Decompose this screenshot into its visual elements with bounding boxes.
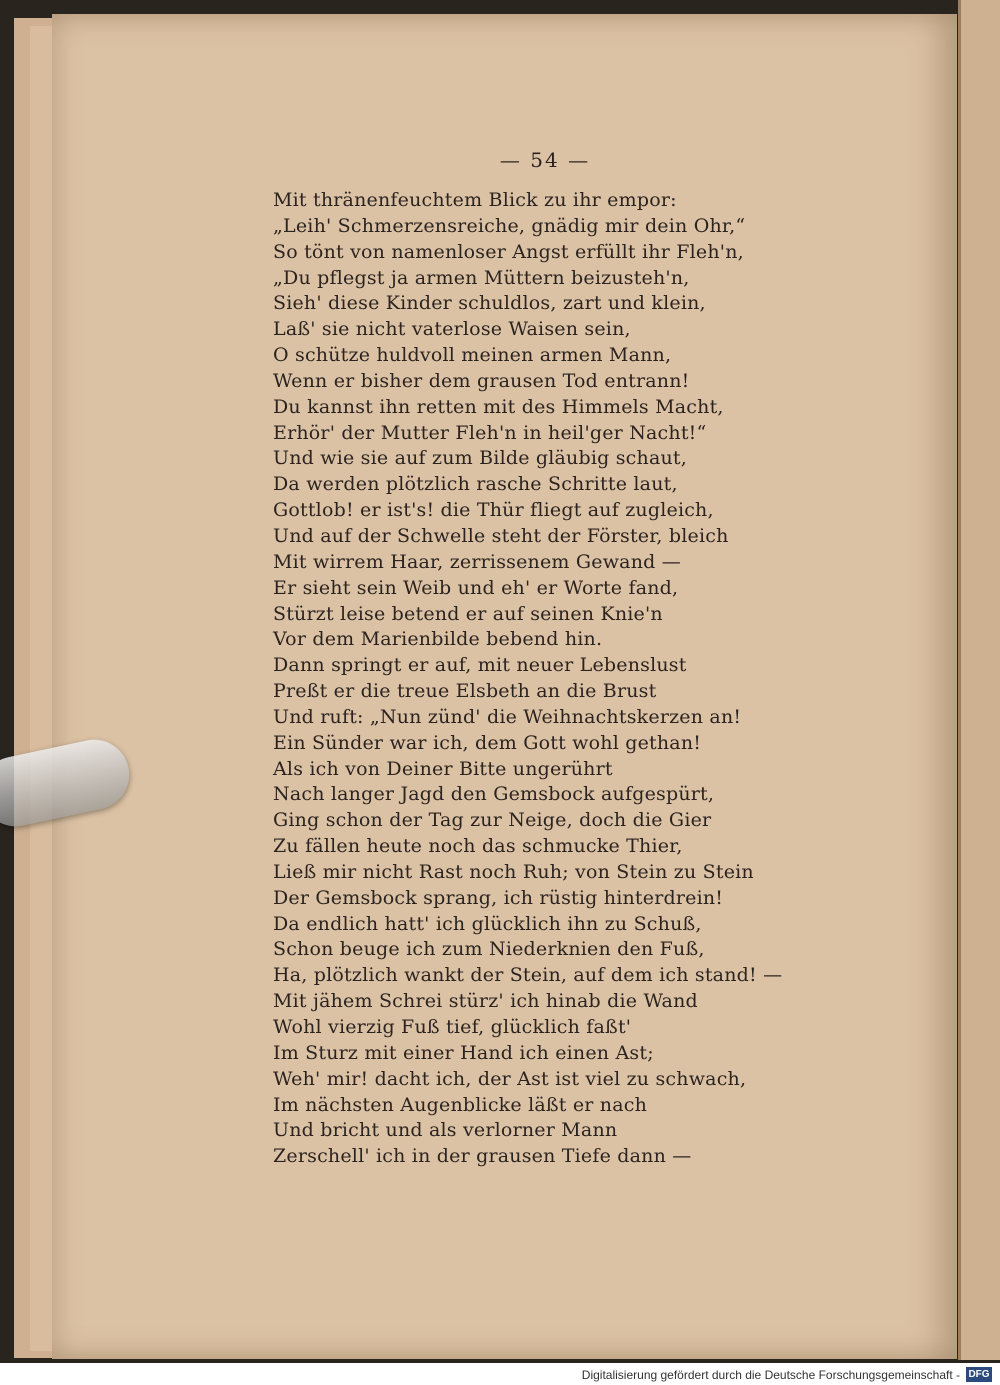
text-line: Und bricht und als verlorner Mann	[273, 1119, 618, 1142]
text-line: O schütze huldvoll meinen armen Mann,	[273, 344, 672, 367]
text-line: Als ich von Deiner Bitte ungerührt	[273, 757, 613, 780]
text-line: Im Sturz mit einer Hand ich einen Ast;	[273, 1041, 654, 1064]
facing-page-edge	[958, 0, 1000, 1360]
text-line: Dann springt er auf, mit neuer Lebenslust	[273, 654, 687, 677]
text-line: Wenn er bisher dem grausen Tod entrann!	[273, 369, 690, 392]
text-line: Gottlob! er ist's! die Thür fliegt auf zugleich,	[273, 499, 714, 522]
footer-credit: Digitalisierung gefördert durch die Deutsche Forschungsgemeinschaft -	[581, 1368, 960, 1382]
text-line: Zu fällen heute noch das schmucke Thier,	[273, 835, 683, 858]
text-line: Vor dem Marienbilde bebend hin.	[273, 628, 603, 651]
text-line: Da werden plötzlich rasche Schritte laut,	[273, 473, 678, 496]
text-line: Ließ mir nicht Rast noch Ruh; von Stein zu Stein	[273, 860, 754, 883]
text-line: Erhör' der Mutter Fleh'n in heil'ger Nacht!“	[273, 421, 707, 444]
text-line: Laß' sie nicht vaterlose Waisen sein,	[273, 318, 631, 341]
text-line: Da endlich hatt' ich glücklich ihn zu Schuß,	[273, 912, 702, 935]
text-line: Mit jähem Schrei stürz' ich hinab die Wand	[273, 990, 698, 1013]
text-line: Ging schon der Tag zur Neige, doch die Gier	[273, 809, 712, 832]
text-line: Und wie sie auf zum Bilde gläubig schaut,	[273, 447, 688, 470]
text-line: Nach langer Jagd den Gemsbock aufgespürt,	[273, 783, 715, 806]
dfg-logo-icon: DFG	[966, 1367, 992, 1382]
page-number: — 54 —	[499, 148, 591, 172]
footer	[0, 1363, 1000, 1385]
text-line: So tönt von namenloser Angst erfüllt ihr Fleh'n,	[273, 240, 744, 263]
text-line: Und ruft: „Nun zünd' die Weihnachtskerzen an!	[273, 705, 742, 728]
text-line: Und auf der Schwelle steht der Förster, bleich	[273, 524, 729, 547]
text-line: Weh' mir! dacht ich, der Ast ist viel zu schwach,	[273, 1067, 747, 1090]
text-line: Zerschell' ich in der grausen Tiefe dann —	[273, 1145, 692, 1168]
text-line: Ha, plötzlich wankt der Stein, auf dem ich stand! —	[273, 964, 783, 987]
text-line: Ein Sünder war ich, dem Gott wohl gethan!	[273, 731, 702, 754]
text-line: Er sieht sein Weib und eh' er Worte fand,	[273, 576, 679, 599]
text-line: Mit wirrem Haar, zerrissenem Gewand —	[273, 550, 681, 573]
text-line: „Leih' Schmerzensreiche, gnädig mir dein Ohr,“	[273, 214, 746, 237]
text-line: Der Gemsbock sprang, ich rüstig hinterdrein!	[273, 886, 724, 909]
text-line: Wohl vierzig Fuß tief, glücklich faßt'	[273, 1016, 632, 1038]
text-line: „Du pflegst ja armen Müttern beizusteh'n,	[273, 266, 690, 289]
text-line: Du kannst ihn retten mit des Himmels Macht,	[273, 395, 724, 418]
text-line: Stürzt leise betend er auf seinen Knie'n	[273, 602, 663, 625]
text-line: Schon beuge ich zum Niederknien den Fuß,	[273, 938, 705, 961]
text-line: Mit thränenfeuchtem Blick zu ihr empor:	[273, 189, 677, 211]
text-line: Sieh' diese Kinder schuldlos, zart und klein,	[273, 292, 706, 315]
poem-text	[273, 188, 833, 1170]
text-line: Preßt er die treue Elsbeth an die Brust	[273, 680, 657, 703]
text-line: Im nächsten Augenblicke läßt er nach	[273, 1093, 648, 1116]
